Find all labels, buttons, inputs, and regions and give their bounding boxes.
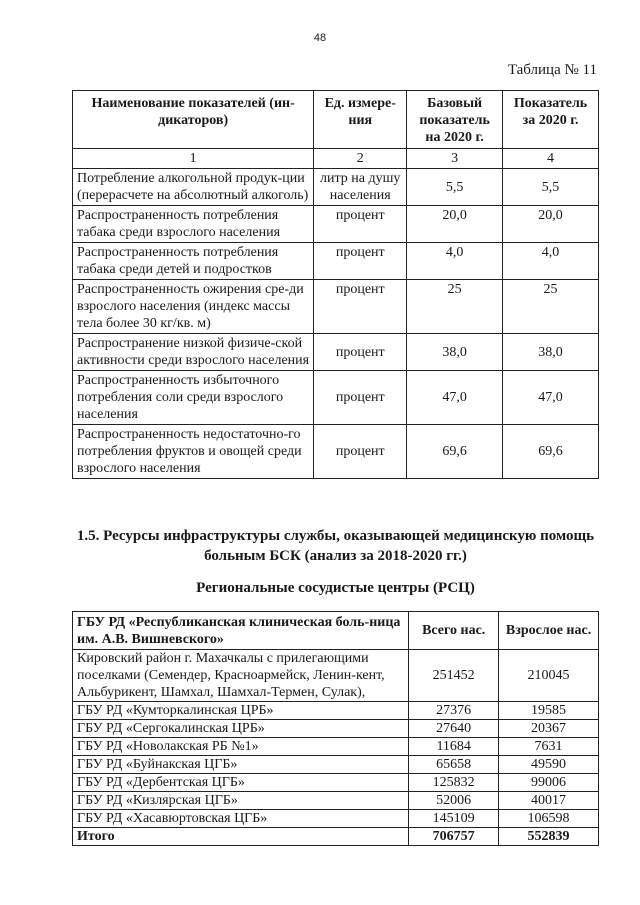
table-row <box>73 720 599 738</box>
population-adult: 99006 <box>499 774 599 792</box>
total-population: 706757 <box>409 828 499 846</box>
population-total: 251452 <box>409 650 499 702</box>
area-name: ГБУ РД «Дербентская ЦГБ» <box>73 774 409 792</box>
population-adult: 19585 <box>499 702 599 720</box>
total-adult: 552839 <box>499 828 599 846</box>
indicator-unit: процент <box>314 280 407 334</box>
indicator-actual: 38,0 <box>503 334 599 371</box>
population-total: 11684 <box>409 738 499 756</box>
indicator-base: 20,0 <box>407 206 503 243</box>
header-cell: Взрослое нас. <box>499 612 599 650</box>
total-label: Итого <box>73 828 409 846</box>
indicator-name: Распространенность потребления табака среди детей и подростков <box>73 243 314 280</box>
population-total: 27640 <box>409 720 499 738</box>
area-name: ГБУ РД «Кумторкалинская ЦРБ» <box>73 702 409 720</box>
header-cell: Базовый показатель на 2020 г. <box>407 91 503 149</box>
table-row <box>73 371 599 425</box>
population-total: 52006 <box>409 792 499 810</box>
table-row <box>73 334 599 371</box>
table-row <box>73 810 599 828</box>
column-number: 3 <box>407 149 503 169</box>
indicator-name: Распространение низкой физиче-ской активности среди взрослого населения <box>73 334 314 371</box>
page-number: 48 <box>313 32 327 44</box>
indicator-actual: 20,0 <box>503 206 599 243</box>
indicator-unit: процент <box>314 206 407 243</box>
indicator-base: 38,0 <box>407 334 503 371</box>
indicator-base: 4,0 <box>407 243 503 280</box>
indicator-unit: литр на душу населения <box>314 169 407 206</box>
area-name: ГБУ РД «Сергокалинская ЦРБ» <box>73 720 409 738</box>
population-adult: 49590 <box>499 756 599 774</box>
indicator-actual: 69,6 <box>503 425 599 479</box>
area-name: ГБУ РД «Новолакская РБ №1» <box>73 738 409 756</box>
indicator-unit: процент <box>314 243 407 280</box>
table-row <box>73 425 599 479</box>
indicator-base: 69,6 <box>407 425 503 479</box>
table-row <box>73 280 599 334</box>
area-name: ГБУ РД «Кизлярская ЦГБ» <box>73 792 409 810</box>
table-header-row <box>73 91 599 149</box>
column-number: 1 <box>73 149 314 169</box>
table-row <box>73 792 599 810</box>
population-adult: 210045 <box>499 650 599 702</box>
population-adult: 106598 <box>499 810 599 828</box>
indicator-actual: 47,0 <box>503 371 599 425</box>
indicator-actual: 5,5 <box>503 169 599 206</box>
table-row <box>73 650 599 702</box>
indicator-name: Распространенность ожирения сре-ди взрослого населения (индекс массы тела более 30 кг/кв. м) <box>73 280 314 334</box>
population-total: 125832 <box>409 774 499 792</box>
indicator-base: 5,5 <box>407 169 503 206</box>
indicator-name: Распространенность потребления табака среди взрослого населения <box>73 206 314 243</box>
total-row <box>73 828 599 846</box>
table-label: Таблица № 11 <box>507 62 597 78</box>
rsc-table <box>72 611 599 846</box>
indicator-actual: 4,0 <box>503 243 599 280</box>
table-row <box>73 243 599 280</box>
population-adult: 20367 <box>499 720 599 738</box>
area-name: ГБУ РД «Буйнакская ЦГБ» <box>73 756 409 774</box>
table-row <box>73 756 599 774</box>
table-header-row <box>73 612 599 650</box>
header-cell: Показатель за 2020 г. <box>503 91 599 149</box>
header-cell: ГБУ РД «Республиканская клиническая боль-ница им. А.В. Вишневского» <box>73 612 409 650</box>
indicator-actual: 25 <box>503 280 599 334</box>
table-row <box>73 774 599 792</box>
column-number: 2 <box>314 149 407 169</box>
column-number-row <box>73 149 599 169</box>
population-adult: 7631 <box>499 738 599 756</box>
indicators-table <box>72 90 599 479</box>
indicator-base: 47,0 <box>407 371 503 425</box>
population-total: 65658 <box>409 756 499 774</box>
indicator-unit: процент <box>314 334 407 371</box>
indicator-name: Распространенность недостаточно-го потребления фруктов и овощей среди взрослого населения <box>73 425 314 479</box>
table-row <box>73 702 599 720</box>
indicator-name: Потребление алкогольной продук-ции (перерасчете на абсолютный алкоголь) <box>73 169 314 206</box>
header-cell: Всего нас. <box>409 612 499 650</box>
table-row <box>73 206 599 243</box>
population-adult: 40017 <box>499 792 599 810</box>
header-cell: Ед. измере-ния <box>314 91 407 149</box>
table-row <box>73 169 599 206</box>
indicator-unit: процент <box>314 425 407 479</box>
indicator-base: 25 <box>407 280 503 334</box>
section-subtitle: Региональные сосудистые центры (РСЦ) <box>196 580 475 596</box>
table-row <box>73 738 599 756</box>
population-total: 145109 <box>409 810 499 828</box>
section-title: 1.5. Ресурсы инфраструктуры службы, оказывающей медицинскую помощь больным БСК (анализ за 2018-2020 гг.) <box>76 528 595 564</box>
area-name: Кировский район г. Махачкалы с прилегающими поселками (Семендер, Красноармейск, Ленин-кент, Альбурикент, Шамхал, Шамхал-Термен, Сулак), <box>73 650 409 702</box>
area-name: ГБУ РД «Хасавюртовская ЦГБ» <box>73 810 409 828</box>
indicator-unit: процент <box>314 371 407 425</box>
indicator-name: Распространенность избыточного потребления соли среди взрослого населения <box>73 371 314 425</box>
column-number: 4 <box>503 149 599 169</box>
population-total: 27376 <box>409 702 499 720</box>
header-cell: Наименование показателей (ин-дикаторов) <box>73 91 314 149</box>
